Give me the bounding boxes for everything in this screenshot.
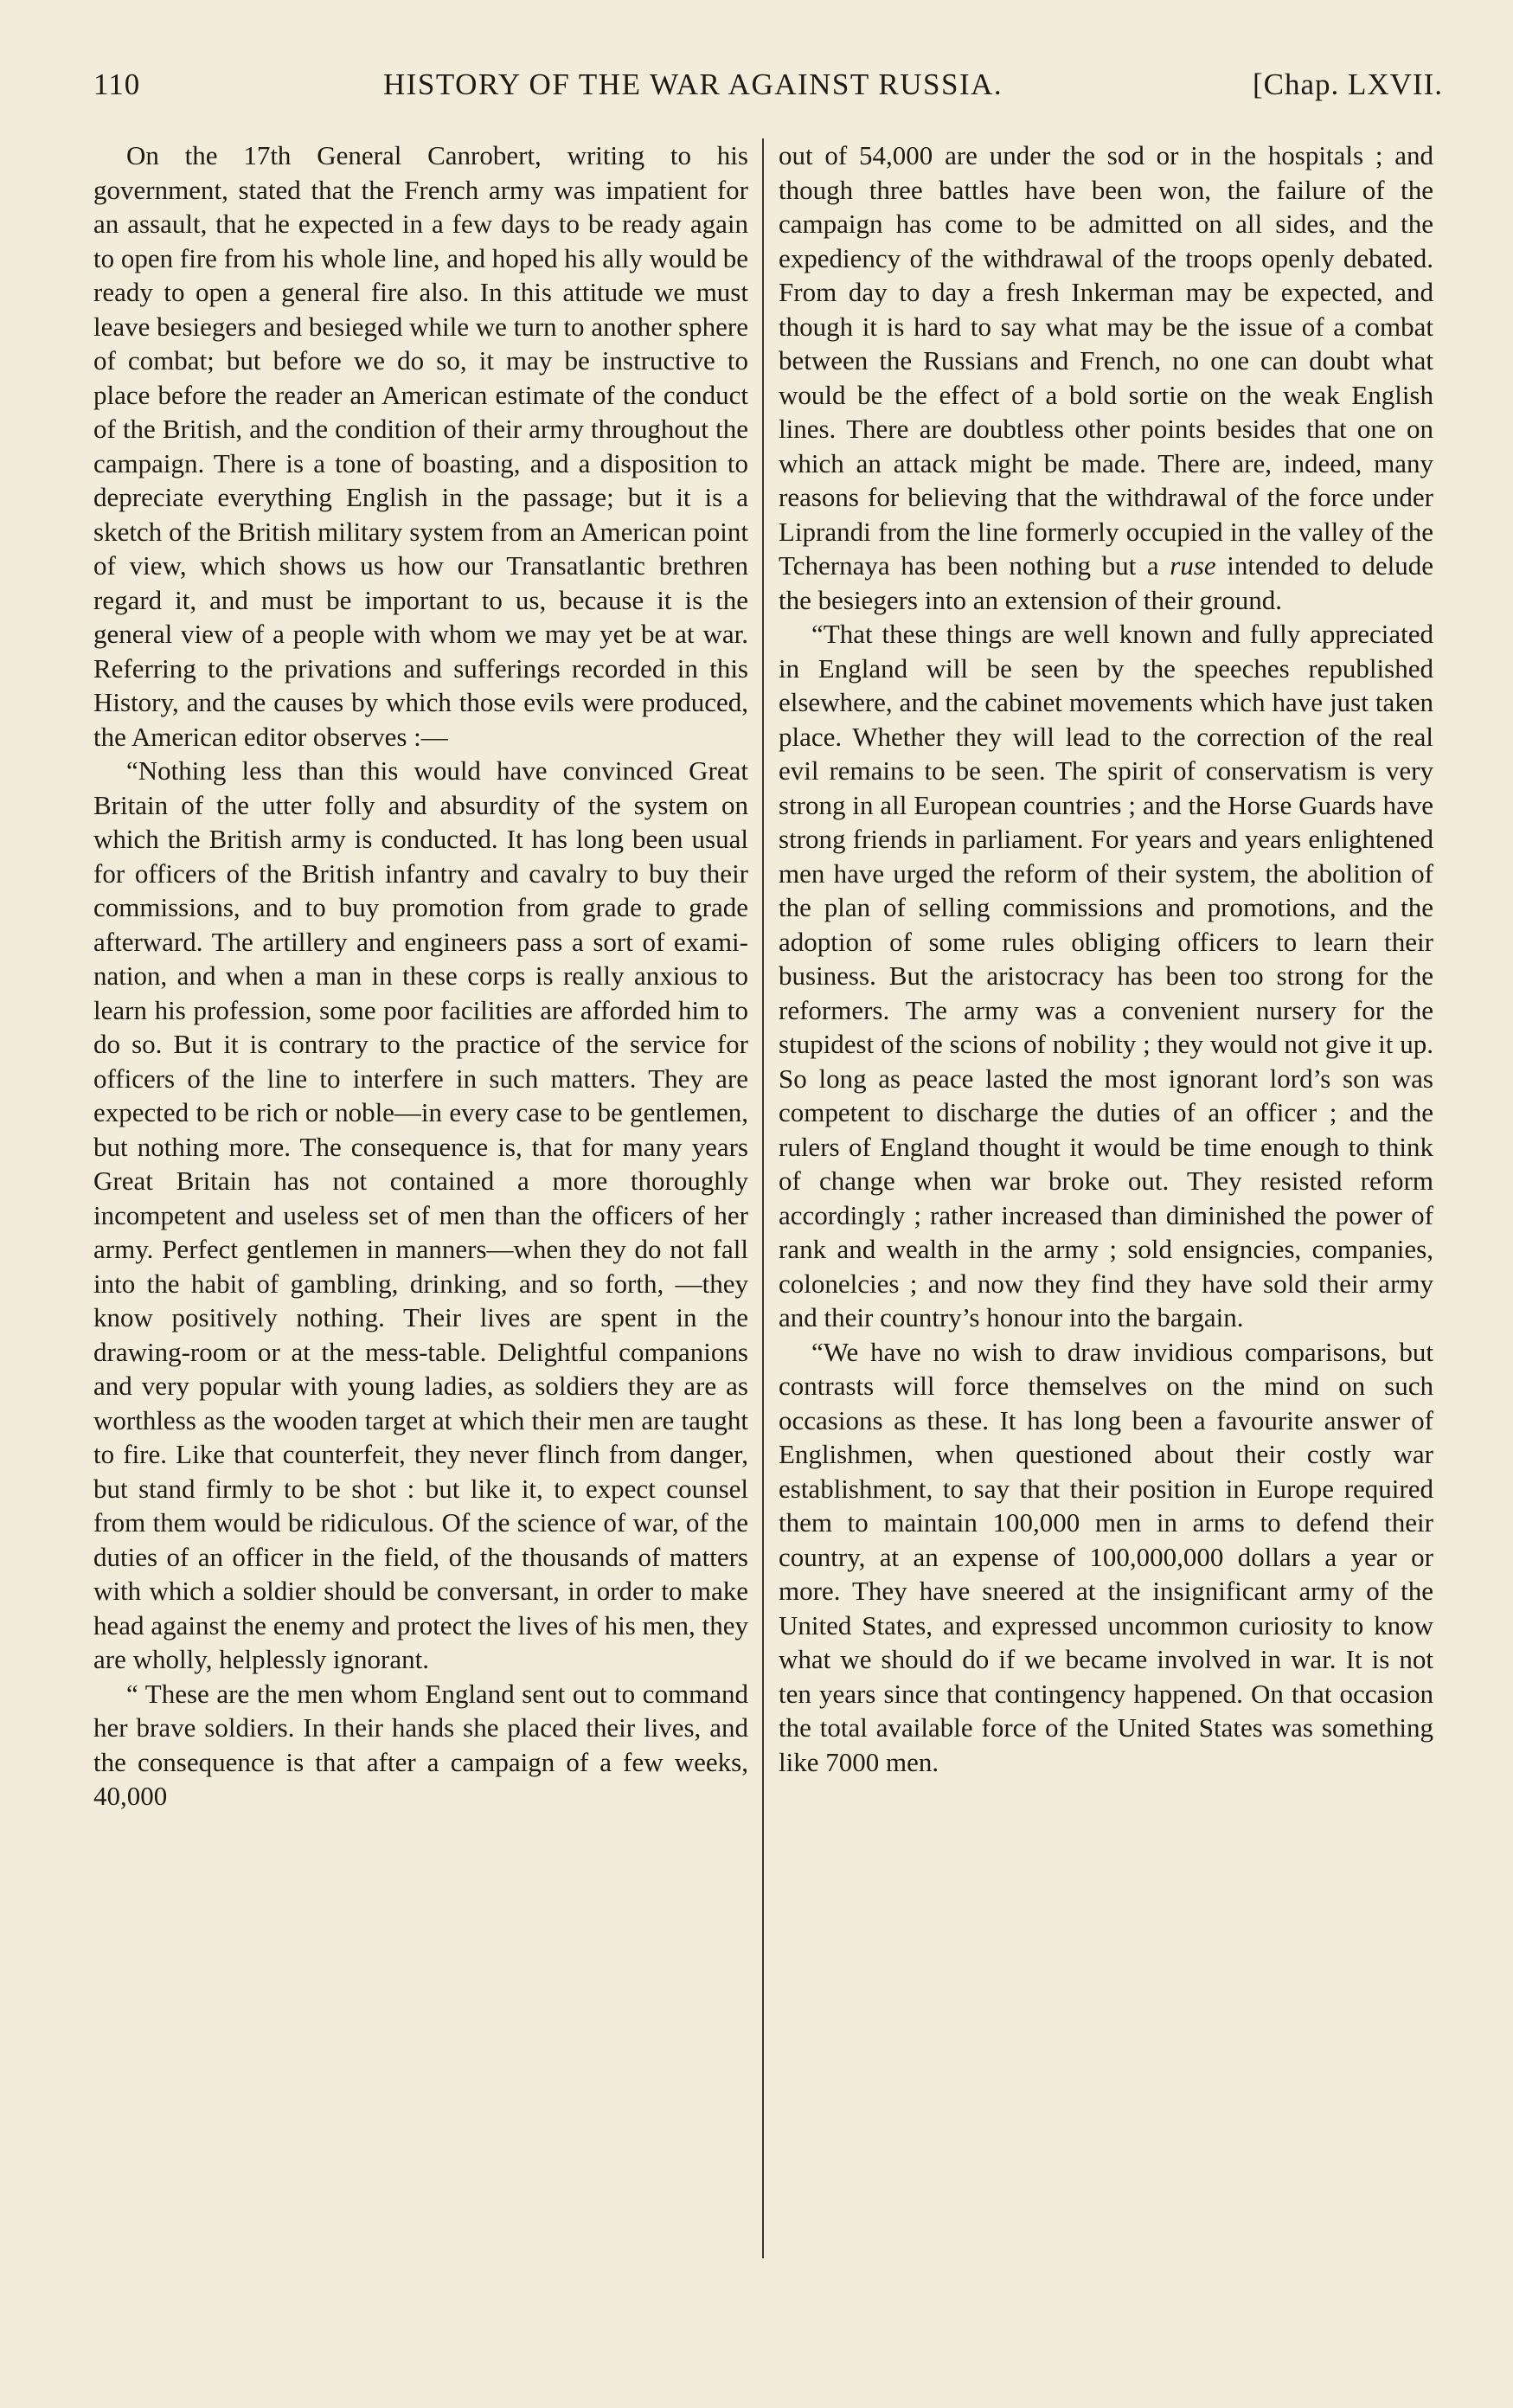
paragraph-no-wish: “We have no wish to draw invidious comparisons, but contrasts will force themselves on the mind on such occasions as these. It has long been a favourite answer of Englishmen, when questioned about their costly war establishment, to say that their position in Europe required them to maintain 100,000 men in arms to defend their country, at an expense of 100,000,000 dollars a year or more. They have sneered at the insignificant army of the United States, and expressed uncommon curiosity to know what we should do if we became involved in war. It is not ten years since that contingency happened. On that occasion the total available force of the United States was something like 7000 men. (779, 1336, 1433, 1777)
right-column (779, 138, 1433, 1779)
paragraph-continued-end: intended to delude the besiegers into an extension of their ground. (779, 550, 1434, 615)
left-column (93, 138, 748, 1814)
paragraph-canrobert: On the 17th General Canrobert, writing to his government, stated that the French army was impatient for an assault, that he expected in a few days to be ready again to open fire from his whole line, and hoped his ally would be ready to open a general fire also. In this attitude we must leave besiegers and besieged while we turn to another sphere of combat; but before we do so, it may be instructive to place before the reader an American estimate of the conduct of the British, and the condition of their army throughout the campaign. There is a tone of boasting, and a disposition to depreciate everything English in the passage; but it is a sketch of the British military system from an American point of view, which shows us how our Transatlantic brethren regard it, and must be important to us, because it is the general view of a people with whom we may yet be at war. Referring to the privations and sufferings recorded in this History, and the causes by which those evils were produced, the American editor observes :— (93, 140, 748, 752)
paragraph-continued (779, 138, 1433, 617)
chapter-label: [Chap. LXVII. (1252, 67, 1443, 101)
page-number: 110 (93, 67, 141, 101)
running-title: HISTORY OF THE WAR AGAINST RUSSIA. (383, 67, 1003, 101)
column-divider (762, 138, 764, 2258)
paragraph-these-are-the-men: “ These are the men whom England sent out to command her brave soldiers. In their hands she placed their lives, and the consequence is that after a campaign of a few weeks, 40,000 (93, 1678, 748, 1811)
paragraph-continued-text: out of 54,000 are under the sod or in the hospitals ; and though three battles have been won, the failure of the campaign has come to be admitted on all sides, and the expediency of the withdrawal of the troops openly debated. From day to day a fresh Inkerman may be expected, and though it is hard to say what may be the issue of a combat between the Russians and French, no one can doubt what would be the effect of a bold sortie on the weak English lines. There are doubtless other points besides that one on which an attack might be made. There are, indeed, many reasons for believing that the withdrawal of the force under Liprandi from the line formerly occupied in the valley of the Tchernaya has been nothing but a (779, 140, 1433, 581)
ruse-italic: ruse (1170, 550, 1216, 581)
page-header (93, 67, 1443, 112)
paragraph-nothing-less: “Nothing less than this would have convinced Great Britain of the utter folly and absurdity of the system on which the British army is conducted. It has long been usual for officers of the British infantry and cavalry to buy their commissions, and to buy promotion from grade to grade afterward. The artillery and engineers pass a sort of examination, and when a man in these corps is really anxious to learn his profession, some poor facilities are afforded him to do so. But it is contrary to the practice of the service for officers of the line to interfere in such matters. They are expected to be rich or noble—in every case to be gentlemen, but nothing more. The consequence is, that for many years Great Britain has not contained a more thoroughly incompetent and useless set of men than the officers of her army. Perfect gentlemen in manners—when they do not fall into the habit of gambling, drinking, and so forth, —they know positively nothing. Their lives are spent in the drawing-room or at the mess-table. Delightful companions and very popular with young ladies, as soldiers they are as worthless as the wooden target at which their men are taught to fire. Like that counterfeit, they never flinch from danger, but stand firmly to be shot : but like it, to expect counsel from them would be ridiculous. Of the science of war, of the duties of an officer in the field, of the thousands of matters with which a soldier should be conversant, in order to make head against the enemy and protect the lives of his men, they are wholly, helplessly ignorant. (93, 755, 748, 1674)
paragraph-these-things: “That these things are well known and fully appreciated in England will be seen by the speeches republished elsewhere, and the cabinet movements which have just taken place. Whether they will lead to the correction of the real evil remains to be seen. The spirit of conservatism is very strong in all European countries ; and the Horse Guards have strong friends in parliament. For years and years enlightened men have urged the reform of their system, the abolition of the plan of selling commissions and promotions, and the adoption of some rules obliging officers to learn their business. But the aristocracy has been too strong for the reformers. The army was a convenient nursery for the stupidest of the scions of nobility ; they would not give it up. So long as peace lasted the most ignorant lord’s son was competent to discharge the duties of an officer ; and the rulers of England thought it would be time enough to think of change when war broke out. They resisted reform accordingly ; rather increased than diminished the power of rank and wealth in the army ; sold ensigncies, companies, colonelcies ; and now they find they have sold their army and their country’s honour into the bargain. (779, 619, 1433, 1332)
